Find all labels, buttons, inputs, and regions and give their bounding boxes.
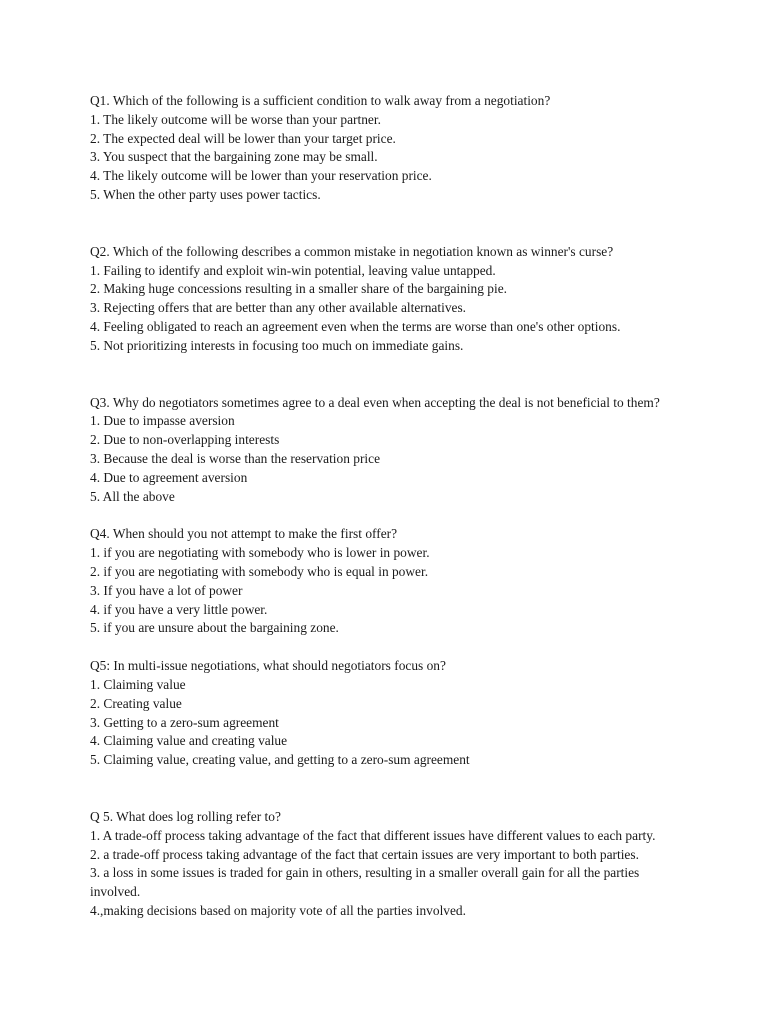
answer-option: 1. Claiming value (90, 676, 186, 692)
answer-option: 5. Claiming value, creating value, and getting to a zero-sum agreement (90, 752, 470, 768)
answer-option: 2. Due to non-overlapping interests (90, 432, 280, 448)
question-block (90, 92, 690, 205)
question-block (90, 657, 690, 770)
answer-option: 4. Due to agreement aversion (90, 469, 248, 485)
question-block (90, 808, 690, 921)
answer-option: 2. a trade-off process taking advantage of the fact that certain issues are very important to both parties. (90, 846, 639, 862)
question-text: Q2. Which of the following describes a common mistake in negotiation known as winner's curse? (90, 243, 614, 259)
answer-option: 3. a loss in some issues is traded for gain in others, resulting in a smaller overall gain for all the parties involved. (90, 865, 640, 900)
document-page (90, 92, 690, 921)
question-text: Q5: In multi-issue negotiations, what should negotiators focus on? (90, 658, 446, 674)
answer-option: 5. When the other party uses power tactics. (90, 186, 321, 202)
answer-option: 3. You suspect that the bargaining zone may be small. (90, 149, 378, 165)
answer-option: 2. if you are negotiating with somebody who is equal in power. (90, 563, 429, 579)
question-text: Q 5. What does log rolling refer to? (90, 808, 281, 824)
answer-option: 5. if you are unsure about the bargaining zone. (90, 620, 339, 636)
answer-option: 4. The likely outcome will be lower than your reservation price. (90, 168, 432, 184)
answer-option: 1. Failing to identify and exploit win-win potential, leaving value untapped. (90, 262, 496, 278)
answer-option: 3. Rejecting offers that are better than any other available alternatives. (90, 300, 467, 316)
question-block (90, 525, 690, 638)
answer-option: 3. If you have a lot of power (90, 582, 243, 598)
answer-option: 4.,making decisions based on majority vote of all the parties involved. (90, 902, 466, 918)
question-text: Q4. When should you not attempt to make the first offer? (90, 526, 398, 542)
answer-option: 3. Getting to a zero-sum agreement (90, 714, 279, 730)
answer-option: 4. if you have a very little power. (90, 601, 268, 617)
answer-option: 2. The expected deal will be lower than your target price. (90, 130, 396, 146)
answer-option: 1. The likely outcome will be worse than your partner. (90, 111, 381, 127)
answer-option: 5. Not prioritizing interests in focusing too much on immediate gains. (90, 337, 464, 353)
answer-option: 4. Claiming value and creating value (90, 733, 288, 749)
question-text: Q1. Which of the following is a sufficient condition to walk away from a negotiation? (90, 93, 551, 108)
answer-option: 4. Feeling obligated to reach an agreement even when the terms are worse than one's other options. (90, 318, 621, 334)
answer-option: 2. Making huge concessions resulting in a smaller share of the bargaining pie. (90, 281, 507, 297)
question-block (90, 394, 690, 507)
answer-option: 3. Because the deal is worse than the reservation price (90, 450, 381, 466)
answer-option: 5. All the above (90, 488, 175, 504)
question-text: Q3. Why do negotiators sometimes agree to a deal even when accepting the deal is not beneficial to them? (90, 394, 660, 410)
answer-option: 2. Creating value (90, 695, 182, 711)
question-block (90, 243, 690, 356)
answer-option: 1. A trade-off process taking advantage of the fact that different issues have different values to each party. (90, 827, 656, 843)
answer-option: 1. if you are negotiating with somebody who is lower in power. (90, 545, 430, 561)
answer-option: 1. Due to impasse aversion (90, 413, 235, 429)
